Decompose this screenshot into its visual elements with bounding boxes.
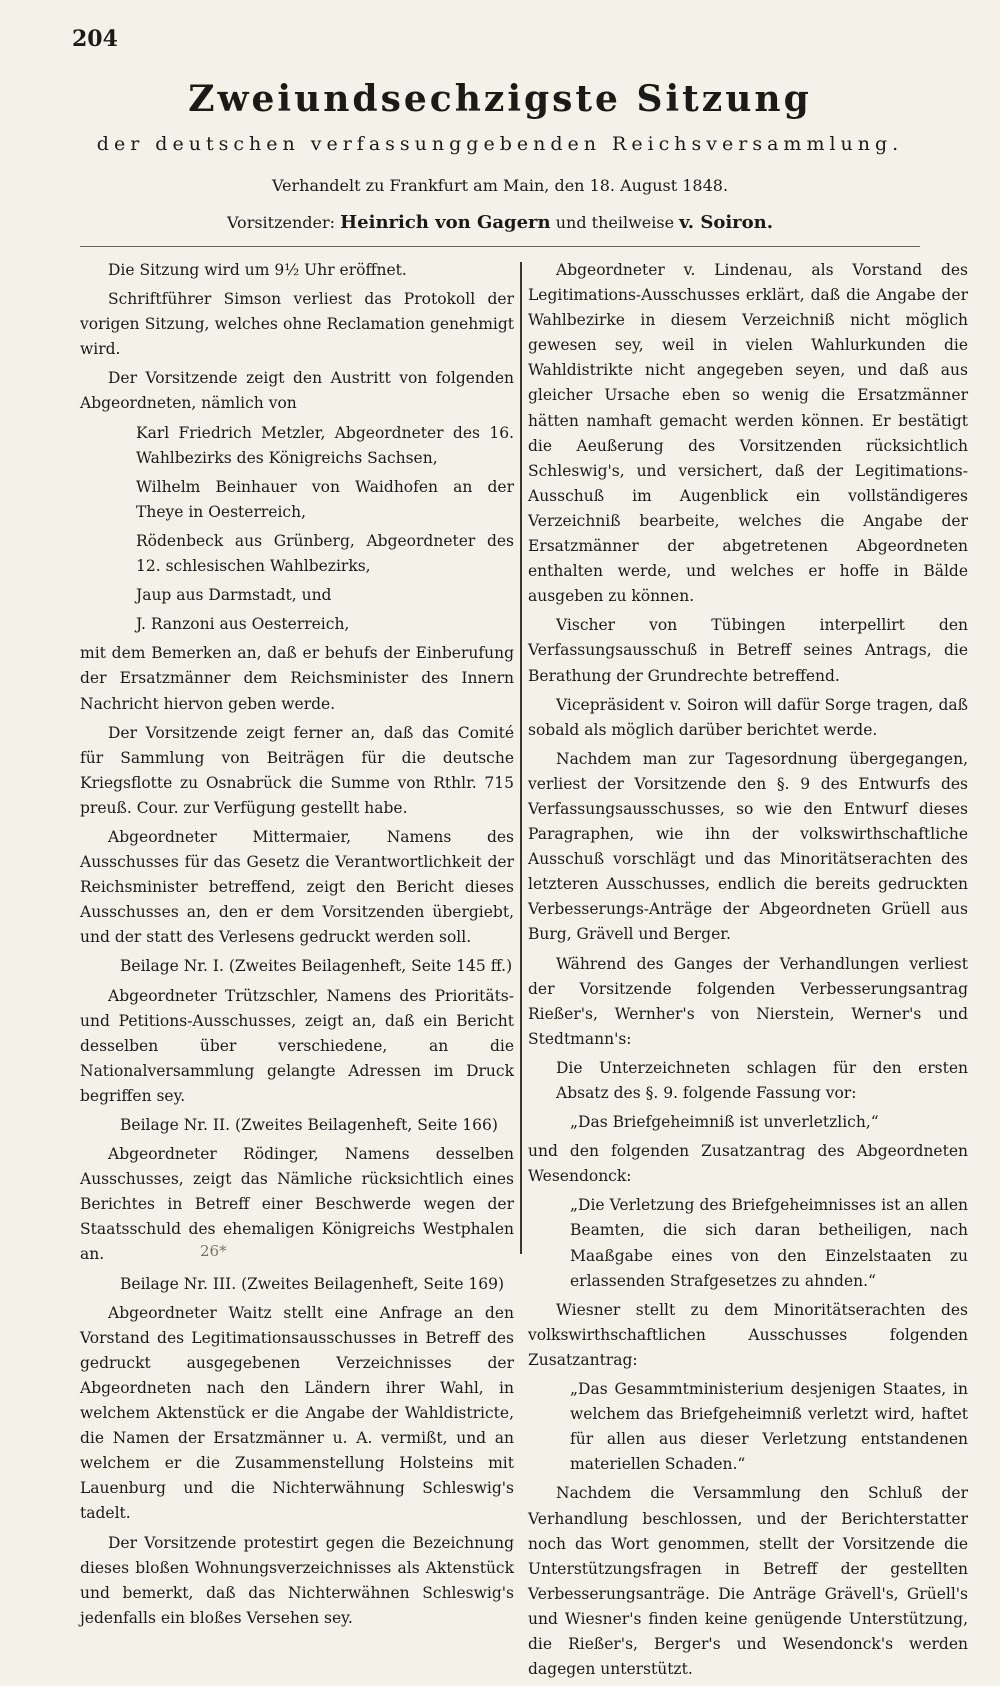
assembly-subtitle: der deutschen verfassunggebenden Reichsversammlung. [96, 133, 904, 155]
chair-second: v. Soiron. [679, 212, 774, 233]
paragraph: Schriftführer Simson verliest das Protokoll der vorigen Sitzung, welches ohne Reclamation genehmigt wird. [80, 290, 514, 359]
quote: „Die Verletzung des Briefgeheimnisses ist an allen Beamten, die sich daran betheiligen, nach Maaßgabe eines von den Einzelstaaten zu erlassenden Strafgesetzes zu ahnden.“ [570, 1196, 968, 1290]
chair-middle: und theilweise [555, 213, 675, 232]
chair-line [0, 212, 1000, 233]
header-rule [80, 246, 920, 247]
paragraph: Vischer von Tübingen interpellirt den Verfassungsausschuß in Betreff seines Antrags, die Berathung der Grundrechte betreffend. [528, 616, 968, 685]
session-title: Zweiundsechzigste Sitzung [188, 78, 812, 120]
paragraph: und den folgenden Zusatzantrag des Abgeordneten Wesendonck: [528, 1142, 968, 1186]
page-number: 204 [72, 26, 118, 52]
column-divider [520, 262, 522, 1254]
paragraph: Abgeordneter Rödinger, Namens desselben Ausschusses, zeigt das Nämliche rücksichtlich eines Berichtes in Betreff einer Beschwerde wegen der Staatsschuld des ehemaligen Königreichs Westphalen an. [80, 1145, 514, 1264]
beilage-reference: Beilage Nr. III. (Zweites Beilagenheft, Seite 169) [120, 1274, 505, 1293]
paragraph: Abgeordneter Waitz stellt eine Anfrage an den Vorstand des Legitimationsausschusses in Betreff des gedruckt ausgegebenen Verzeichnisses der Abgeordneten nach den Ländern ihrer Wahl, in welchem Aktenstück er die Angabe der Wahldistricte, die Namen der Ersatzmänner u. A. vermißt, und an welchem er die Zusammenstellung Holsteins mit Lauenburg und die Nichterwähnung Schleswig's tadelt. [80, 1303, 514, 1523]
left-column [80, 258, 514, 1635]
list-item: Wilhelm Beinhauer von Waidhofen an der Theye in Oesterreich, [136, 477, 514, 521]
paragraph: Die Sitzung wird um 9½ Uhr eröffnet. [108, 261, 407, 279]
list-item: Karl Friedrich Metzler, Abgeordneter des 16. Wahlbezirks des Königreichs Sachsen, [136, 423, 514, 467]
beilage-reference: Beilage Nr. I. (Zweites Beilagenheft, Seite 145 ff.) [120, 957, 513, 976]
list-item: Rödenbeck aus Grünberg, Abgeordneter des 12. schlesischen Wahlbezirks, [136, 531, 514, 576]
paragraph: Abgeordneter v. Lindenau, als Vorstand des Legitimations-Ausschusses erklärt, daß die Angabe der Wahlbezirke in diesem Verzeichniß nicht möglich gewesen sey, weil in vielen Wahlurkunden die Wahldistrikte nicht angegeben seyen, und daß aus gleicher Ursache eben so wenig die Ersatzmänner hätten namhaft gemacht werden können. Er bestätigt die Aeußerung des Vorsitzenden rücksichtlich Schleswig's, und versichert, daß der Legitimations-Ausschuß im Augenblick ein vollständigeres Verzeichniß bearbeite, welches die Angabe der Ersatzmänner der abgetretenen Abgeordneten enthalten werde, und welches er hoffe in Bälde ausgeben zu können. [528, 261, 968, 606]
beilage-reference: Beilage Nr. II. (Zweites Beilagenheft, Seite 166) [120, 1116, 498, 1134]
paragraph: Die Unterzeichneten schlagen für den ersten Absatz des §. 9. folgende Fassung vor: [556, 1058, 968, 1102]
chair-name: Heinrich von Gagern [340, 212, 551, 233]
paragraph: Während des Ganges der Verhandlungen verliest der Vorsitzende folgenden Verbesserungsantrag Rießer's, Wernher's von Nierstein, Werner's und Stedtmann's: [528, 954, 968, 1048]
paragraph: Der Vorsitzende zeigt ferner an, daß das Comité für Sammlung von Beiträgen für die deutsche Kriegsflotte zu Osnabrück die Summe von Rthlr. 715 preuß. Cour. zur Verfügung gestellt habe. [80, 723, 514, 817]
paragraph: Vicepräsident v. Soiron will dafür Sorge tragen, daß sobald als möglich darüber berichtet werde. [528, 695, 968, 739]
paragraph: Wiesner stellt zu dem Minoritätserachten des volkswirthschaftlichen Ausschusses folgenden Zusatzantrag: [528, 1300, 968, 1369]
paragraph: mit dem Bemerken an, daß er behufs der Einberufung der Ersatzmänner dem Reichsminister des Innern Nachricht hiervon geben werde. [80, 644, 514, 713]
paragraph: Der Vorsitzende protestirt gegen die Bezeichnung dieses bloßen Wohnungsverzeichnisses als Aktenstück und bemerkt, daß das Nichterwähnen Schleswig's jedenfalls ein bloßes Versehen sey. [80, 1533, 514, 1627]
paragraph: Nachdem die Versammlung den Schluß der Verhandlung beschlossen, und der Berichterstatter noch das Wort genommen, stellt der Vorsitzende die Unterstützungsfragen in Betreff der gestellten Verbesserungsanträge. Die Anträge Grävell's, Grüell's und Wiesner's finden keine genügende Unterstützung, die Rießer's, Berger's und Wesendonck's werden dagegen unterstützt. [528, 1484, 968, 1679]
dateline: Verhandelt zu Frankfurt am Main, den 18. August 1848. [271, 176, 729, 195]
paragraph: Abgeordneter Trützschler, Namens des Prioritäts- und Petitions-Ausschusses, zeigt an, daß ein Bericht desselben über verschiedene, an die Nationalversammlung gelangte Adressen im Druck begriffen sey. [80, 986, 514, 1105]
signature-mark: 26* [200, 1242, 227, 1260]
paragraph: Abgeordneter Mittermaier, Namens des Ausschusses für das Gesetz die Verantwortlichkeit der Reichsminister betreffend, zeigt den Bericht dieses Ausschusses an, den er dem Vorsitzenden übergiebt, und der statt des Verlesens gedruckt werden soll. [80, 827, 514, 947]
quote: „Das Gesammtministerium desjenigen Staates, in welchem das Briefgeheimniß verletzt wird, haftet für allen aus dieser Verletzung entstandenen materiellen Schaden.“ [570, 1380, 968, 1474]
quote: „Das Briefgeheimniß ist unverletzlich,“ [570, 1113, 879, 1132]
chair-prefix: Vorsitzender: [226, 213, 336, 232]
list-item: Jaup aus Darmstadt, und [136, 586, 332, 605]
right-column [528, 258, 968, 1686]
list-item: J. Ranzoni aus Oesterreich, [136, 615, 350, 634]
paragraph: Der Vorsitzende zeigt den Austritt von folgenden Abgeordneten, nämlich von [80, 369, 514, 413]
paragraph: Nachdem man zur Tagesordnung übergegangen, verliest der Vorsitzende den §. 9 des Entwurfs des Verfassungsausschusses, so wie den Entwurf dieses Paragraphen, wie ihn der volkswirthschaftliche Ausschuß vorschlägt und das Minoritätserachten des letzteren Ausschusses, endlich die bereits gedruckten Verbesserungs-Anträge der Abgeordneten Grüell aus Burg, Grävell und Berger. [528, 749, 968, 944]
